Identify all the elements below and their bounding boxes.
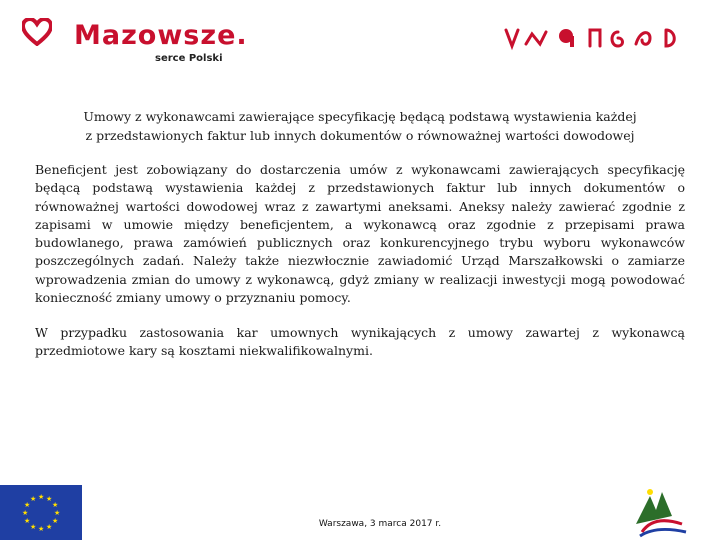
mazowsze-logo bbox=[22, 18, 248, 66]
heart-icon bbox=[22, 18, 52, 46]
svg-text:★: ★ bbox=[52, 517, 59, 525]
svg-text:★: ★ bbox=[38, 493, 45, 501]
leader-logo-icon bbox=[500, 24, 700, 52]
logo-tagline: serce Polski bbox=[155, 53, 223, 64]
logo-wordmark: Mazowsze. bbox=[74, 20, 248, 51]
svg-text:★: ★ bbox=[22, 509, 29, 517]
prow-logo-icon bbox=[632, 484, 720, 540]
heading-line-2: z przedstawionych faktur lub innych dokumentów o równoważnej wartości dowodowej bbox=[85, 128, 635, 143]
svg-text:★: ★ bbox=[24, 501, 31, 509]
svg-text:★: ★ bbox=[24, 517, 31, 525]
eu-flag-icon bbox=[0, 485, 82, 540]
svg-text:★: ★ bbox=[52, 501, 59, 509]
svg-text:★: ★ bbox=[30, 495, 37, 503]
heading-line-1: Umowy z wykonawcami zawierające specyfikację będącą podstawą wystawienia każdej bbox=[83, 109, 637, 124]
svg-text:★: ★ bbox=[54, 509, 61, 517]
svg-text:★: ★ bbox=[30, 523, 37, 531]
paragraph-1: Beneficjent jest zobowiązany do dostarczenia umów z wykonawcami zawierających specyfikację będącą podstawą wystawienia każdej z przedstawionych faktur lub innych dokumentów o równoważnej wartości dowodowej wraz z zawartymi aneksami. Aneksy należy zawierać zgodnie z zapisami w umowie między beneficjentem, a wykonawcą oraz zgodnie z przepisami prawa budowlanego, prawa zamówień publicznych oraz konkurencyjnego trybu wyboru wykonawców poszczególnych zadań. Należy także niezwłocznie zawiadomić Urząd Marszałkowski o zamiarze wprowadzenia zmian do umowy z wykonawcą, gdyż zmiany w realizacji inwestycji mogą powodować konieczność zmiany umowy o przyznaniu pomocy. bbox=[35, 162, 685, 306]
document-date: Warszawa, 3 marca 2017 r. bbox=[318, 519, 442, 529]
svg-text:★: ★ bbox=[46, 495, 53, 503]
svg-text:★: ★ bbox=[38, 525, 45, 533]
document-heading bbox=[40, 107, 680, 145]
paragraph-2: W przypadku zastosowania kar umownych wynikających z umowy zawartej z wykonawcą przedmiotowe kary są kosztami niekwalifikowalnymi. bbox=[35, 325, 685, 359]
svg-text:★: ★ bbox=[46, 523, 53, 531]
